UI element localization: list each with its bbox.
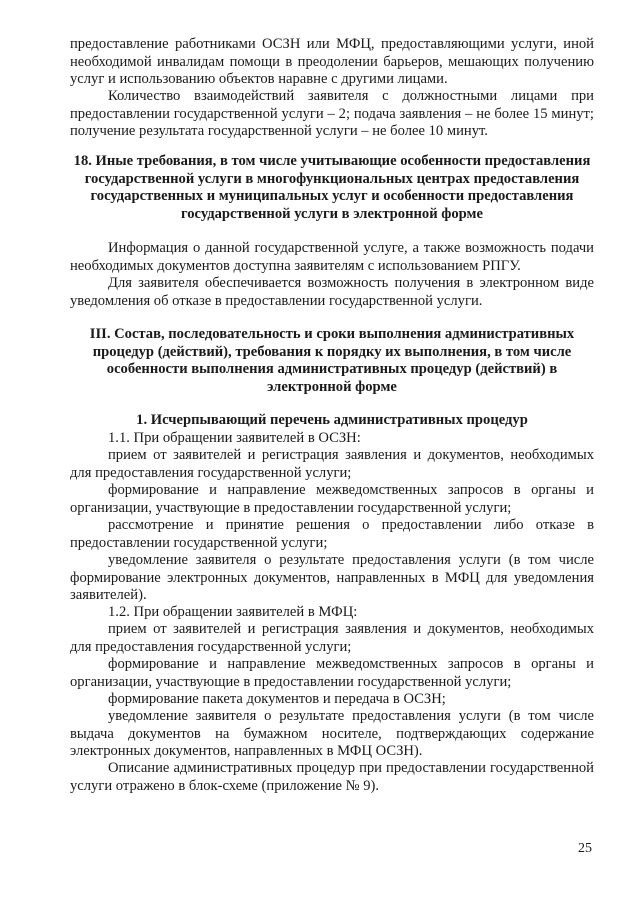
page-number: 25 <box>578 841 592 856</box>
section-18-heading: 18. Иные требования, в том числе учитывающие особенности предоставления государственной услуги в многофункциональных центрах предоставления государственных и муниципальных услуг и особенности предоставления государственной услуги в электронной форме <box>73 153 591 222</box>
list-item-ozn-decision: рассмотрение и принятие решения о предоставлении либо отказе в предоставлении государственной услуги; <box>70 517 594 551</box>
list-item-mfc-package: формирование пакета документов и передача в ОСЗН; <box>108 691 446 707</box>
list-item-ozn-reception: прием от заявителей и регистрация заявления и документов, необходимых для предоставления государственной услуги; <box>70 447 594 481</box>
clause-1-1: 1.1. При обращении заявителей в ОСЗН: <box>108 430 361 446</box>
list-item-mfc-requests: формирование и направление межведомственных запросов в органы и организации, участвующие в предоставлении государственной услуги; <box>70 656 594 690</box>
list-item-mfc-reception: прием от заявителей и регистрация заявления и документов, необходимых для предоставления государственной услуги; <box>70 621 594 655</box>
subsection-1-heading: 1. Исчерпывающий перечень административных процедур <box>136 412 528 428</box>
list-item-ozn-requests: формирование и направление межведомственных запросов в органы и организации, участвующие в предоставлении государственной услуги; <box>70 482 594 516</box>
list-item-ozn-notification: уведомление заявителя о результате предоставления услуги (в том числе формирование электронных документов, направленных в МФЦ для уведомления заявителей). <box>70 552 594 604</box>
paragraph-continuation: предоставление работниками ОСЗН или МФЦ, предоставляющими услуги, иной необходимой инвалидам помощи в преодолении барьеров, мешающих получению услуг и использованию объектов наравне с другими лицами. <box>70 36 594 88</box>
paragraph-electronic-notice: Для заявителя обеспечивается возможность получения в электронном виде уведомления об отказе в предоставлении государственной услуги. <box>70 275 594 309</box>
paragraph-interactions: Количество взаимодействий заявителя с должностными лицами при предоставлении государственной услуги – 2; подача заявления – не более 15 минут; получение результата государственной услуги – не более 10 минут. <box>70 88 594 140</box>
clause-1-2: 1.2. При обращении заявителей в МФЦ: <box>108 604 358 620</box>
paragraph-description: Описание административных процедур при предоставлении государственной услуги отражено в блок-схеме (приложение № 9). <box>70 760 594 794</box>
section-iii-heading: III. Состав, последовательность и сроки выполнения административных процедур (действий), требования к порядку их выполнения, в том числе особенности выполнения административных процедур (действий) в электронной форме <box>89 326 575 395</box>
list-item-mfc-notification: уведомление заявителя о результате предоставления услуги (в том числе выдача документов на бумажном носителе, подтверждающих содержание электронных документов, направленных в МФЦ ОСЗН). <box>70 708 594 760</box>
paragraph-info-rpgu: Информация о данной государственной услуге, а также возможность подачи необходимых документов доступна заявителям с использованием РПГУ. <box>70 240 594 274</box>
